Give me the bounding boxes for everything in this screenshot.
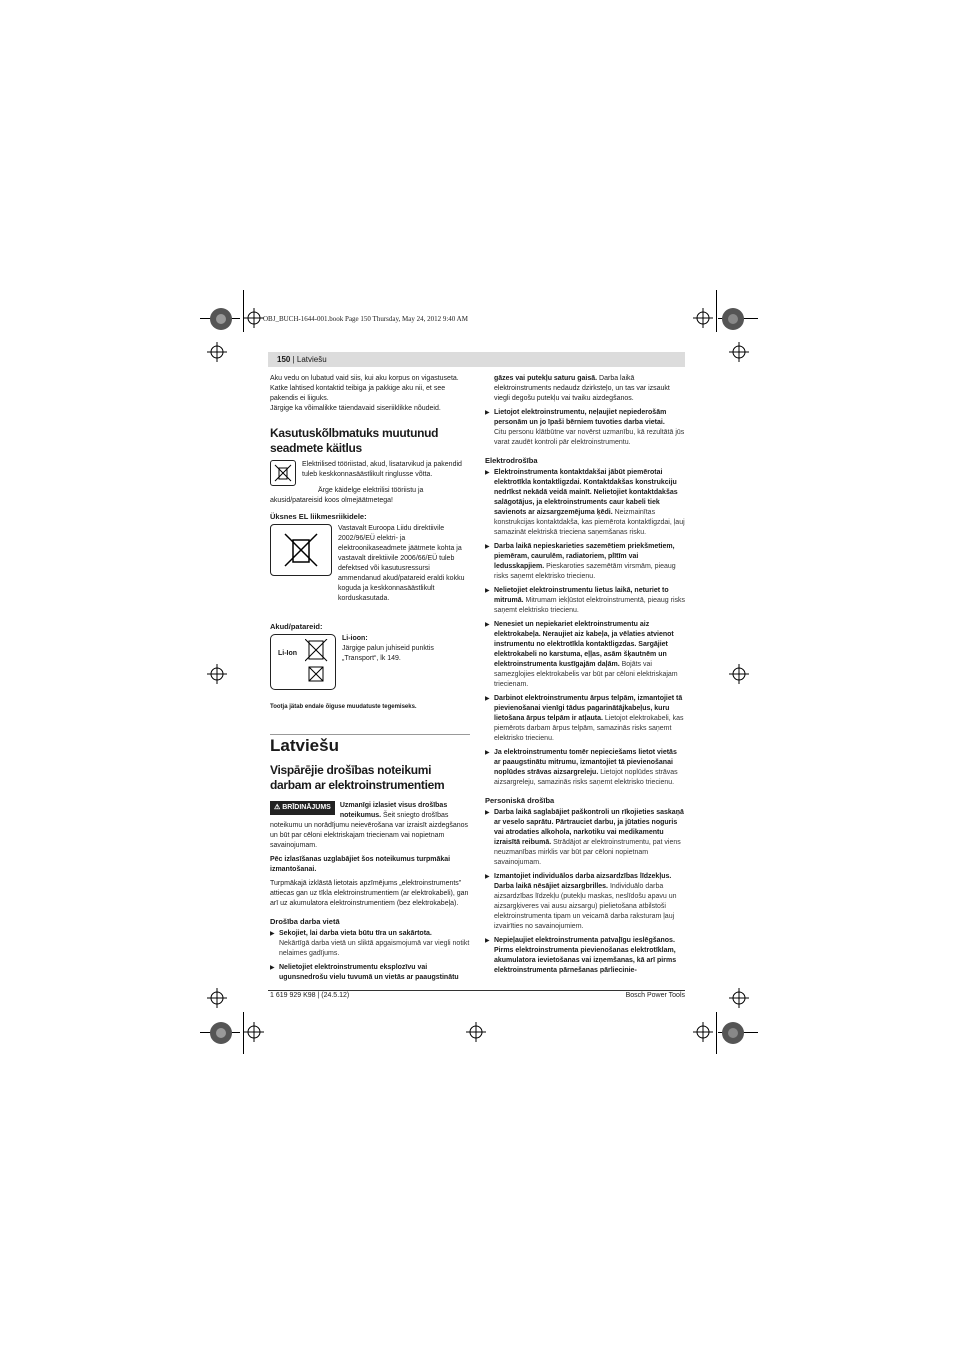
warning-text: Šeit sniegto drošības noteikumu un norādījumu neievērošana var izraisīt aizdegšanos un būt par cēloni elektriskajam triecienam vai nopietnam savainojumam. — [270, 812, 469, 849]
crosshair-icon — [244, 1022, 264, 1042]
bullet-text: Lietojot noplūdes strāvas aizsargreleju, samazinās risks saņemt elektrisko triecienu. — [494, 769, 678, 786]
footer-code: 1 619 929 K98 | (24.5.12) — [270, 992, 350, 999]
eu-block — [270, 524, 470, 604]
crosshair-icon — [466, 1022, 486, 1042]
list-item — [485, 748, 685, 788]
crosshair-icon — [729, 342, 749, 362]
crosshair-icon — [207, 342, 227, 362]
section-heading: Kasutuskõlbmatuks muutunud seadmete käitlus — [270, 426, 439, 455]
registration-mark-icon — [720, 306, 746, 332]
crossed-bin-icon — [270, 460, 296, 486]
right-column — [485, 374, 685, 980]
crosshair-icon — [207, 664, 227, 684]
continued-text — [485, 374, 685, 404]
crop-mark — [716, 1012, 717, 1054]
warning-block — [270, 801, 470, 851]
language-title: Latviešu — [270, 736, 339, 755]
disposal-text: Elektrilised tööriistad, akud, lisatarvikud ja pakendid tuleb keskkonnasäästlikult ringlusse võtta. — [302, 461, 462, 478]
crosshair-icon — [693, 1022, 713, 1042]
term-text: Turpmākajā izklāstā lietotais apzīmējums „elektroinstruments” attiecas gan uz tīkla elektroinstrumentiem (ar elektrokabeli), gan arī uz akumulatora elektroinstrumentiem (bez elektrokabeļa). — [270, 880, 469, 907]
bullet-text: Darba laikā elektroinstruments nedaudz dzirksteļo, un tas var izsaukt viegli degošu putekļu vai tvaiku aizdegšanos. — [494, 375, 670, 402]
li-ion-text: Järgige palun juhiseid punktis „Transport“, lk 149. — [342, 645, 434, 662]
bullet-bold: Sekojiet, lai darba vieta būtu tīra un sakārtota. — [279, 930, 432, 937]
crosshair-icon — [207, 988, 227, 1008]
list-item — [485, 542, 685, 582]
batteries-block — [270, 634, 470, 690]
list-item — [270, 963, 470, 983]
crosshair-icon — [729, 664, 749, 684]
bullet-text: Individuālo darba aizsardzības līdzekļu (putekļu maskas, neslīdošu apavu un aizsargķiveres vai ausu aizsargu) pielietošana atbilstoši elektroinstrumenta tipam un veicamā darba raksturam ļauj izvairīties no savainojumiem. — [494, 883, 677, 930]
intro-paragraph: Järgige ka võimalikke täiendavaid siseriiklikke nõudeid. — [270, 405, 441, 412]
bullet-bold: Nelietojiet elektroinstrumentu lietus laikā, neturiet to mitrumā. — [494, 587, 669, 604]
disposal-text: Ärge käidelge elektrilisi tööriistu ja akusid/patareisid koos olmejäätmetega! — [270, 487, 424, 504]
crosshair-icon — [244, 308, 264, 328]
section-divider — [270, 734, 470, 735]
crosshair-icon — [693, 308, 713, 328]
list-item — [485, 808, 685, 868]
bullet-bold: Nenesiet un nepiekariet elektroinstrumentu aiz elektrokabeļa. Neraujiet aiz kabeļa, ja vēlaties atvienot instrumentu no elektrotīkla kontaktligzdas. Sargājiet elektrokabeli no karstuma, eļļas, asām šķautnēm un elektroinstrumenta kustīgajām daļām. — [494, 621, 674, 668]
battery-bin-icon — [305, 639, 329, 683]
bullet-bold: Lietojot elektroinstrumentu, neļaujiet nepiederošām personām un jo īpaši bērniem tuvoties darba vietai. — [494, 409, 667, 426]
bullet-text: Bojāts vai samezglojies elektrokabelis var būt par cēloni elektriskajam triecienam. — [494, 661, 678, 688]
eu-text: Vastavalt Euroopa Liidu direktiivile 2002/96/EÜ elektri- ja elektroonikaseadmete jäätmete kohta ja vastavalt direktiivile 2006/66/EÜ tuleb defektsed või kasutusressursi ammendanud akud/patareid eraldi kokku koguda ja keskkonnasäästlikult korduskasutada. — [338, 525, 465, 602]
disposal-block — [270, 460, 470, 486]
list-item — [485, 408, 685, 448]
bullet-text: Neizmainītas konstrukcijas kontaktdakša, kas piemērota kontaktligzdai, ļauj samazināt elektriskā trieciena saņemšanas risku. — [494, 509, 685, 536]
list-item — [485, 872, 685, 932]
bullet-bold: Nepieļaujiet elektroinstrumenta patvaļīgu ieslēgšanos. Pirms elektroinstrumenta pievienošanas elektrotīklam, akumulatora ievietošanas vai izņemšanas, kā arī pirms elektroinstrumenta pārnešanas pārliecinie- — [494, 937, 677, 974]
crossed-bin-icon — [270, 524, 332, 576]
header-language: Latviešu — [296, 355, 327, 364]
page-number: 150 — [277, 355, 291, 364]
registration-mark-icon — [208, 1020, 234, 1046]
bullet-bold: Darbinot elektroinstrumentu ārpus telpām, izmantojiet tā pievienošanai vienīgi tādus pagarinātājkabeļus, kuru lietošana ārpus telpām ir atļauta. — [494, 695, 683, 722]
li-ion-title: Li-ioon: — [342, 635, 368, 642]
subsection-heading: Drošība darba vietā — [270, 917, 340, 926]
page-header: 150 | Latviešu — [268, 352, 685, 367]
batteries-heading: Akud/patareid: — [270, 622, 323, 631]
footer-divider — [268, 990, 685, 991]
bullet-bold: Nelietojiet elektroinstrumentu eksplozīvu vai ugunsnedrošu vielu tuvumā un vietās ar paaugstinātu — [279, 964, 459, 981]
list-item — [485, 620, 685, 690]
subsection-heading: Personiskā drošība — [485, 796, 555, 805]
li-ion-label: Li-Ion — [278, 650, 298, 657]
bullet-text: Pieskaroties sazemētām virsmām, pieaug risks saņemt elektrisko triecienu. — [494, 563, 676, 580]
subsection-heading: Elektrodrošība — [485, 456, 538, 465]
warning-bold: Uzmanīgi izlasiet visus drošības noteikumus. — [339, 802, 448, 819]
bullet-bold: Darba laikā saglabājiet paškontroli un rīkojieties saskaņā ar veselo saprātu. Pārtrauciet darbu, ja jūtaties noguris vai atrodaties alkohola, narkotiku vai medikamentu izraisītā reibumā. — [494, 809, 684, 846]
registration-mark-icon — [208, 306, 234, 332]
sheet-title: OBJ_BUCH-1644-001.book Page 150 Thursday, May 24, 2012 9:40 AM — [263, 315, 468, 323]
eu-heading: Üksnes EL liikmesriikidele: — [270, 512, 367, 521]
list-item — [270, 929, 470, 959]
bullet-bold: Darba laikā nepieskarieties sazemētiem priekšmetiem, piemēram, caurulēm, radiatoriem, plītīm vai ledusskapjiem. — [494, 543, 675, 570]
list-item — [485, 586, 685, 616]
list-item — [485, 694, 685, 744]
warning-badge: ⚠ BRĪDINĀJUMS — [270, 801, 335, 815]
crosshair-icon — [729, 988, 749, 1008]
section-heading: Vispārējie drošības noteikumi darbam ar elektroinstrumentiem — [270, 763, 445, 792]
bullet-text: Nekārtīgā darba vietā un sliktā apgaismojumā var viegli notikt nelaimes gadījums. — [279, 940, 470, 957]
bullet-text: Mitrumam iekļūstot elektroinstrumentā, pieaug risks saņemt elektrisko triecienu. — [494, 597, 686, 614]
registration-mark-icon — [720, 1020, 746, 1046]
left-column — [270, 374, 470, 987]
bullet-bold: Ja elektroinstrumentu tomēr nepieciešams lietot vietās ar paaugstinātu mitrumu, izmantojiet tā pievienošanai noplūdes strāvas aizsargreleju. — [494, 749, 677, 776]
changes-note: Tootja jätab endale õiguse muudatuste tegemiseks. — [270, 704, 417, 710]
list-item — [485, 468, 685, 538]
li-ion-symbol — [270, 634, 336, 690]
keep-text: Pēc izlasīšanas uzglabājiet šos noteikumus turpmākai izmantošanai. — [270, 856, 451, 873]
bullet-text: Strādājot ar elektroinstrumentu, pat viens neuzmanības mirklis var būt par cēloni nopietnam savainojumam. — [494, 839, 681, 866]
footer-brand: Bosch Power Tools — [625, 992, 685, 999]
bullet-bold: Izmantojiet individuālos darba aizsardzības līdzekļus. Darba laikā nēsājiet aizsargbrilles. — [494, 873, 672, 890]
intro-paragraph: Aku vedu on lubatud vaid siis, kui aku korpus on vigastuseta. Katke lahtised kontaktid teibiga ja pakkige aku nii, et see pakendis ei liiguks. — [270, 375, 459, 402]
bullet-bold: Elektroinstrumenta kontaktdakšai jābūt piemērotai elektrotīkla kontaktligzdai. Kontaktdakšas konstrukciju nedrīkst nekādā veidā mainīt. Nelietojiet kontaktdakšas salāgotājus, ja elektroinstruments caur kabeli tiek savienots ar aizsargzemējuma ķēdi. — [494, 469, 678, 516]
list-item — [485, 936, 685, 976]
crop-mark — [716, 290, 717, 332]
bullet-text: Lietojot elektrokabeli, kas piemērots darbam ārpus telpām, samazinās risks saņemt elektrisko triecienu. — [494, 715, 684, 742]
bullet-bold: gāzes vai putekļu saturu gaisā. — [494, 375, 598, 382]
bullet-text: Citu personu klātbūtne var novērst uzmanību, kā rezultātā jūs varat zaudēt kontroli pār elektroinstrumentu. — [494, 429, 685, 446]
